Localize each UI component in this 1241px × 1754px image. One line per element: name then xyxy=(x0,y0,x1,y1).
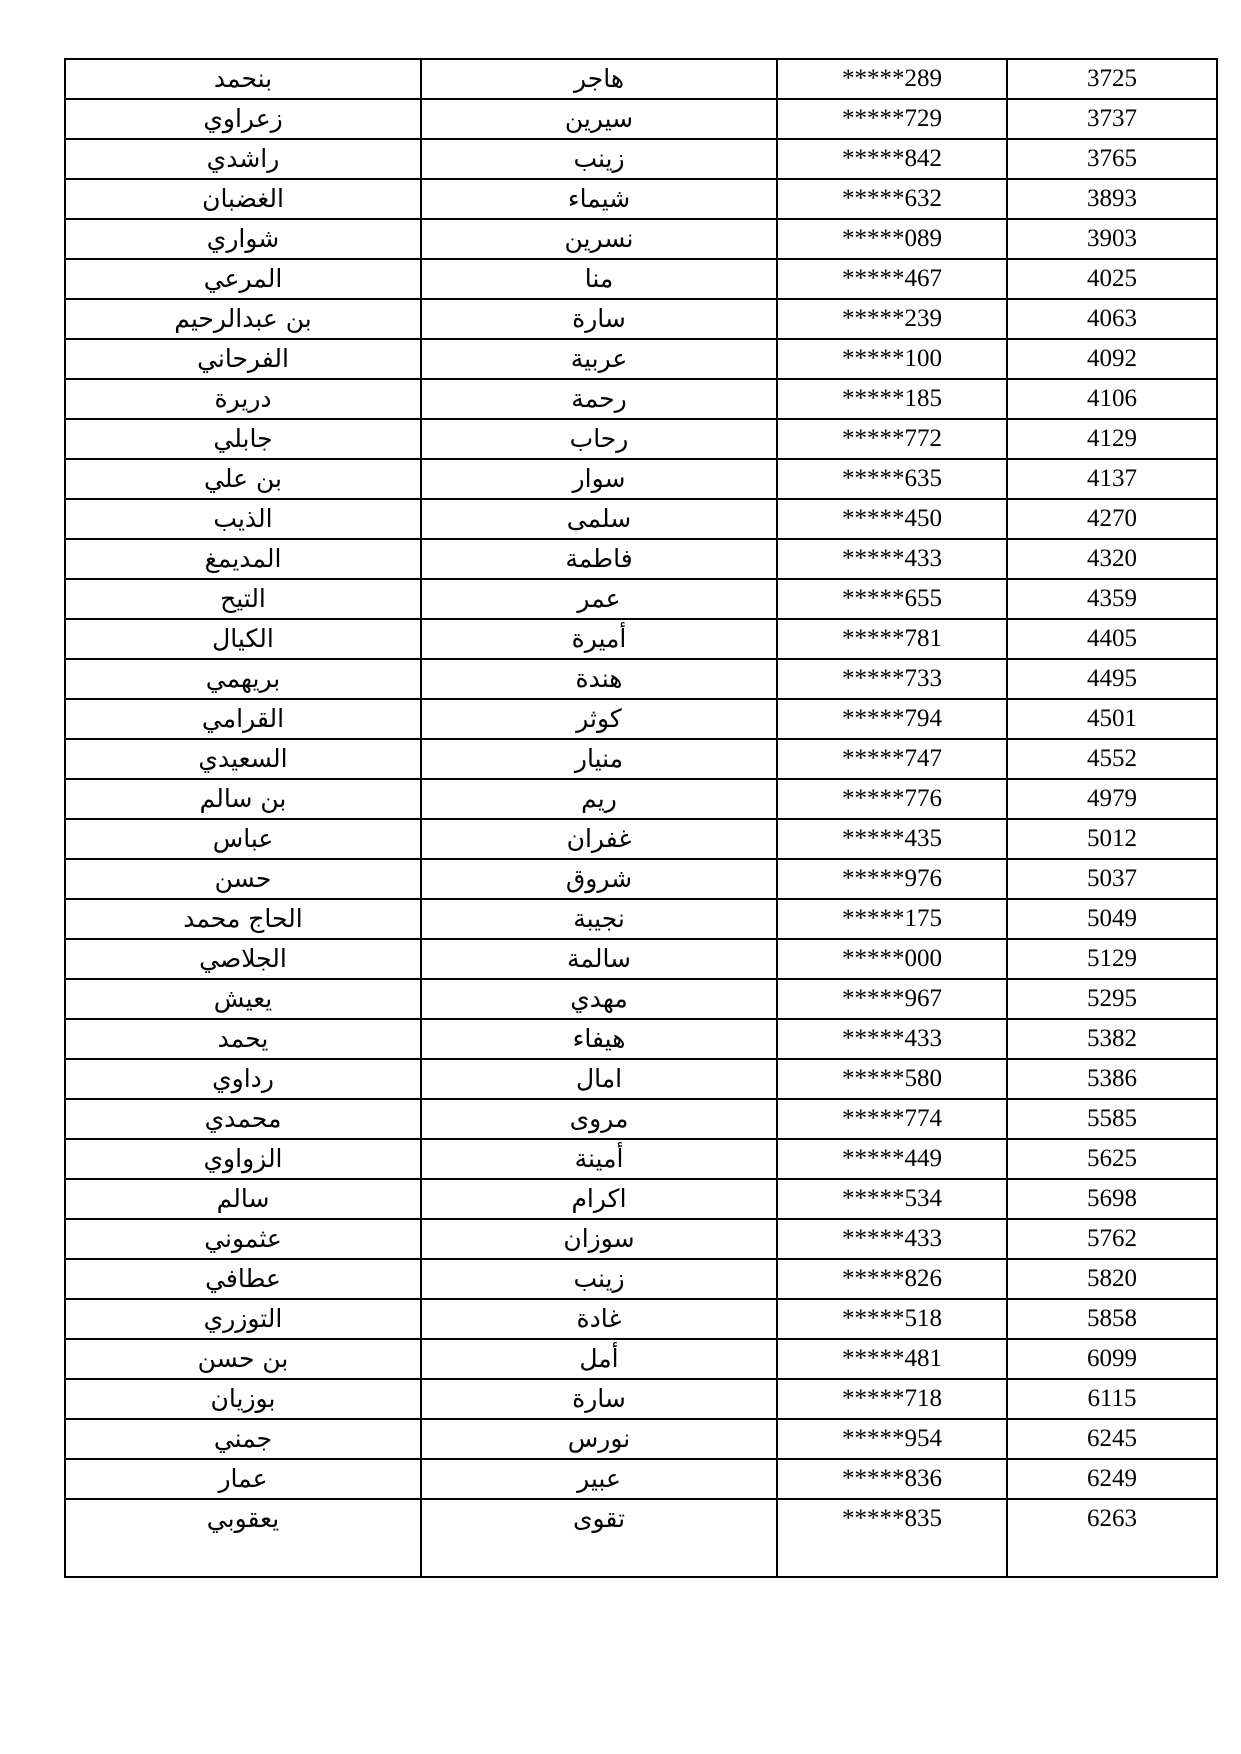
table-row xyxy=(65,1219,1217,1259)
masked-id-cell: *****481 xyxy=(777,1339,1007,1379)
first-name-cell: منيار xyxy=(421,739,777,779)
number-cell: 4979 xyxy=(1007,779,1217,819)
number-cell: 4495 xyxy=(1007,659,1217,699)
table-row xyxy=(65,1059,1217,1099)
table-row xyxy=(65,979,1217,1019)
first-name-cell: رحمة xyxy=(421,379,777,419)
number-cell: 5625 xyxy=(1007,1139,1217,1179)
masked-id-cell: *****449 xyxy=(777,1139,1007,1179)
table-row xyxy=(65,939,1217,979)
table-row xyxy=(65,259,1217,299)
number-cell: 3903 xyxy=(1007,219,1217,259)
first-name-cell: سلمى xyxy=(421,499,777,539)
masked-id-cell: *****836 xyxy=(777,1459,1007,1499)
number-cell: 4129 xyxy=(1007,419,1217,459)
masked-id-cell: *****467 xyxy=(777,259,1007,299)
masked-id-cell: *****826 xyxy=(777,1259,1007,1299)
masked-id-cell: *****967 xyxy=(777,979,1007,1019)
masked-id-cell: *****435 xyxy=(777,819,1007,859)
last-name-cell: المديمغ xyxy=(65,539,421,579)
last-name-cell: الحاج محمد xyxy=(65,899,421,939)
number-cell: 5129 xyxy=(1007,939,1217,979)
last-name-cell: عمار xyxy=(65,1459,421,1499)
first-name-cell: عبير xyxy=(421,1459,777,1499)
first-name-cell: شروق xyxy=(421,859,777,899)
masked-id-cell: *****635 xyxy=(777,459,1007,499)
last-name-cell: يعيش xyxy=(65,979,421,1019)
last-name-cell: بن سالم xyxy=(65,779,421,819)
first-name-cell: اكرام xyxy=(421,1179,777,1219)
masked-id-cell: *****794 xyxy=(777,699,1007,739)
masked-id-cell: *****089 xyxy=(777,219,1007,259)
first-name-cell: هيفاء xyxy=(421,1019,777,1059)
number-cell: 6263 xyxy=(1007,1499,1217,1577)
masked-id-cell: *****747 xyxy=(777,739,1007,779)
table-row xyxy=(65,539,1217,579)
first-name-cell: سوار xyxy=(421,459,777,499)
masked-id-cell: *****718 xyxy=(777,1379,1007,1419)
number-cell: 5295 xyxy=(1007,979,1217,1019)
masked-id-cell: *****518 xyxy=(777,1299,1007,1339)
table-row xyxy=(65,139,1217,179)
table-row xyxy=(65,219,1217,259)
first-name-cell: امال xyxy=(421,1059,777,1099)
number-cell: 4270 xyxy=(1007,499,1217,539)
masked-id-cell: *****774 xyxy=(777,1099,1007,1139)
masked-id-cell: *****100 xyxy=(777,339,1007,379)
last-name-cell: راشدي xyxy=(65,139,421,179)
last-name-cell: بوزيان xyxy=(65,1379,421,1419)
table-row xyxy=(65,1259,1217,1299)
masked-id-cell: *****534 xyxy=(777,1179,1007,1219)
number-cell: 4501 xyxy=(1007,699,1217,739)
number-cell: 5762 xyxy=(1007,1219,1217,1259)
masked-id-cell: *****781 xyxy=(777,619,1007,659)
number-cell: 5012 xyxy=(1007,819,1217,859)
masked-id-cell: *****450 xyxy=(777,499,1007,539)
masked-id-cell: *****729 xyxy=(777,99,1007,139)
last-name-cell: بن عبدالرحيم xyxy=(65,299,421,339)
table-row xyxy=(65,1179,1217,1219)
last-name-cell: زعراوي xyxy=(65,99,421,139)
number-cell: 5382 xyxy=(1007,1019,1217,1059)
number-cell: 6099 xyxy=(1007,1339,1217,1379)
masked-id-cell: *****954 xyxy=(777,1419,1007,1459)
number-cell: 4405 xyxy=(1007,619,1217,659)
table-row xyxy=(65,899,1217,939)
last-name-cell: الغضبان xyxy=(65,179,421,219)
masked-id-cell: *****175 xyxy=(777,899,1007,939)
first-name-cell: نسرين xyxy=(421,219,777,259)
first-name-cell: أمينة xyxy=(421,1139,777,1179)
number-cell: 4137 xyxy=(1007,459,1217,499)
table-row xyxy=(65,99,1217,139)
masked-id-cell: *****655 xyxy=(777,579,1007,619)
last-name-cell: المرعي xyxy=(65,259,421,299)
number-cell: 3893 xyxy=(1007,179,1217,219)
last-name-cell: دريرة xyxy=(65,379,421,419)
number-cell: 4320 xyxy=(1007,539,1217,579)
number-cell: 5037 xyxy=(1007,859,1217,899)
roster-table-body xyxy=(65,59,1217,1577)
masked-id-cell: *****433 xyxy=(777,1019,1007,1059)
number-cell: 4106 xyxy=(1007,379,1217,419)
table-row xyxy=(65,859,1217,899)
table-row xyxy=(65,459,1217,499)
last-name-cell: الجلاصي xyxy=(65,939,421,979)
number-cell: 5386 xyxy=(1007,1059,1217,1099)
masked-id-cell: *****580 xyxy=(777,1059,1007,1099)
last-name-cell: حسن xyxy=(65,859,421,899)
number-cell: 3765 xyxy=(1007,139,1217,179)
first-name-cell: عمر xyxy=(421,579,777,619)
last-name-cell: بن علي xyxy=(65,459,421,499)
masked-id-cell: *****185 xyxy=(777,379,1007,419)
table-row xyxy=(65,819,1217,859)
masked-id-cell: *****433 xyxy=(777,539,1007,579)
number-cell: 5698 xyxy=(1007,1179,1217,1219)
first-name-cell: سيرين xyxy=(421,99,777,139)
last-name-cell: التوزري xyxy=(65,1299,421,1339)
last-name-cell: الزواوي xyxy=(65,1139,421,1179)
table-row xyxy=(65,579,1217,619)
masked-id-cell: *****733 xyxy=(777,659,1007,699)
first-name-cell: مروى xyxy=(421,1099,777,1139)
first-name-cell: سالمة xyxy=(421,939,777,979)
last-name-cell: رداوي xyxy=(65,1059,421,1099)
last-name-cell: بريهمي xyxy=(65,659,421,699)
last-name-cell: القرامي xyxy=(65,699,421,739)
last-name-cell: عباس xyxy=(65,819,421,859)
masked-id-cell: *****433 xyxy=(777,1219,1007,1259)
table-row xyxy=(65,379,1217,419)
number-cell: 6115 xyxy=(1007,1379,1217,1419)
masked-id-cell: *****000 xyxy=(777,939,1007,979)
number-cell: 4063 xyxy=(1007,299,1217,339)
masked-id-cell: *****835 xyxy=(777,1499,1007,1577)
last-name-cell: سالم xyxy=(65,1179,421,1219)
first-name-cell: كوثر xyxy=(421,699,777,739)
first-name-cell: شيماء xyxy=(421,179,777,219)
first-name-cell: فاطمة xyxy=(421,539,777,579)
number-cell: 4025 xyxy=(1007,259,1217,299)
number-cell: 3737 xyxy=(1007,99,1217,139)
number-cell: 5858 xyxy=(1007,1299,1217,1339)
table-row xyxy=(65,1499,1217,1577)
table-row xyxy=(65,1099,1217,1139)
first-name-cell: سوزان xyxy=(421,1219,777,1259)
masked-id-cell: *****289 xyxy=(777,59,1007,99)
table-row xyxy=(65,619,1217,659)
masked-id-cell: *****632 xyxy=(777,179,1007,219)
table-row xyxy=(65,1379,1217,1419)
first-name-cell: زينب xyxy=(421,139,777,179)
table-row xyxy=(65,339,1217,379)
last-name-cell: الكيال xyxy=(65,619,421,659)
last-name-cell: بن حسن xyxy=(65,1339,421,1379)
number-cell: 5049 xyxy=(1007,899,1217,939)
first-name-cell: منا xyxy=(421,259,777,299)
first-name-cell: غفران xyxy=(421,819,777,859)
table-row xyxy=(65,699,1217,739)
table-row xyxy=(65,299,1217,339)
table-row xyxy=(65,659,1217,699)
last-name-cell: بنحمد xyxy=(65,59,421,99)
last-name-cell: الفرحاني xyxy=(65,339,421,379)
table-row xyxy=(65,1299,1217,1339)
first-name-cell: أميرة xyxy=(421,619,777,659)
table-row xyxy=(65,739,1217,779)
masked-id-cell: *****842 xyxy=(777,139,1007,179)
table-row xyxy=(65,1139,1217,1179)
first-name-cell: نجيبة xyxy=(421,899,777,939)
table-row xyxy=(65,779,1217,819)
last-name-cell: التيح xyxy=(65,579,421,619)
first-name-cell: أمل xyxy=(421,1339,777,1379)
last-name-cell: الذيب xyxy=(65,499,421,539)
first-name-cell: مهدي xyxy=(421,979,777,1019)
table-row xyxy=(65,419,1217,459)
first-name-cell: غادة xyxy=(421,1299,777,1339)
table-row xyxy=(65,1419,1217,1459)
first-name-cell: سارة xyxy=(421,1379,777,1419)
first-name-cell: عربية xyxy=(421,339,777,379)
table-row xyxy=(65,1019,1217,1059)
table-row xyxy=(65,499,1217,539)
masked-id-cell: *****772 xyxy=(777,419,1007,459)
number-cell: 5820 xyxy=(1007,1259,1217,1299)
number-cell: 5585 xyxy=(1007,1099,1217,1139)
table-row xyxy=(65,179,1217,219)
number-cell: 4092 xyxy=(1007,339,1217,379)
number-cell: 4552 xyxy=(1007,739,1217,779)
first-name-cell: هندة xyxy=(421,659,777,699)
last-name-cell: عطافي xyxy=(65,1259,421,1299)
last-name-cell: عثموني xyxy=(65,1219,421,1259)
number-cell: 4359 xyxy=(1007,579,1217,619)
table-row xyxy=(65,59,1217,99)
first-name-cell: سارة xyxy=(421,299,777,339)
number-cell: 3725 xyxy=(1007,59,1217,99)
first-name-cell: رحاب xyxy=(421,419,777,459)
table-row xyxy=(65,1339,1217,1379)
masked-id-cell: *****776 xyxy=(777,779,1007,819)
last-name-cell: جابلي xyxy=(65,419,421,459)
last-name-cell: جمني xyxy=(65,1419,421,1459)
table-row xyxy=(65,1459,1217,1499)
first-name-cell: تقوى xyxy=(421,1499,777,1577)
masked-id-cell: *****976 xyxy=(777,859,1007,899)
last-name-cell: شواري xyxy=(65,219,421,259)
first-name-cell: ريم xyxy=(421,779,777,819)
number-cell: 6245 xyxy=(1007,1419,1217,1459)
masked-id-cell: *****239 xyxy=(777,299,1007,339)
last-name-cell: يحمد xyxy=(65,1019,421,1059)
number-cell: 6249 xyxy=(1007,1459,1217,1499)
last-name-cell: محمدي xyxy=(65,1099,421,1139)
last-name-cell: يعقوبي xyxy=(65,1499,421,1577)
roster-table xyxy=(64,58,1218,1578)
first-name-cell: هاجر xyxy=(421,59,777,99)
last-name-cell: السعيدي xyxy=(65,739,421,779)
first-name-cell: نورس xyxy=(421,1419,777,1459)
first-name-cell: زينب xyxy=(421,1259,777,1299)
